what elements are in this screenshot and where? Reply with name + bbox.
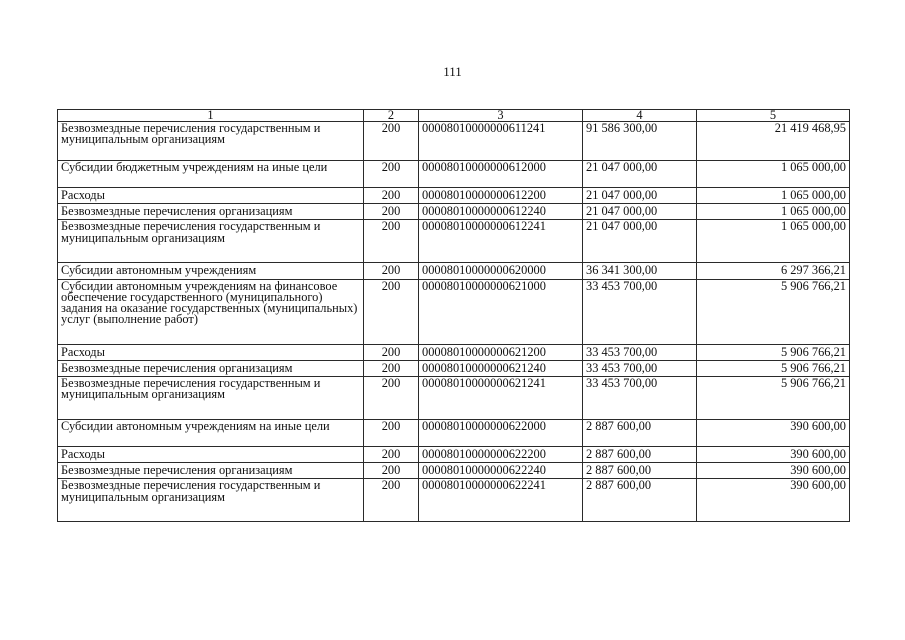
row-classification-cell: 00008010000000620000 [419, 263, 583, 279]
row-code-cell: 200 [364, 377, 419, 420]
column-header: 4 [583, 110, 697, 122]
row-executed-amount-cell: 5 906 766,21 [697, 377, 850, 420]
row-name-cell: Субсидии автономным учреждениям на иные цели [58, 420, 364, 447]
row-code-cell: 200 [364, 204, 419, 220]
row-name-cell: Безвозмездные перечисления организациям [58, 463, 364, 479]
table-row [58, 279, 850, 344]
table-row [58, 360, 850, 376]
row-name-cell: Безвозмездные перечисления организациям [58, 204, 364, 220]
table-row [58, 420, 850, 447]
row-executed-amount-cell: 5 906 766,21 [697, 344, 850, 360]
row-code-cell: 200 [364, 188, 419, 204]
row-approved-amount-cell: 2 887 600,00 [583, 420, 697, 447]
row-code-cell: 200 [364, 263, 419, 279]
row-executed-amount-cell: 21 419 468,95 [697, 122, 850, 161]
row-approved-amount-cell: 21 047 000,00 [583, 188, 697, 204]
row-classification-cell: 00008010000000612241 [419, 220, 583, 263]
row-classification-cell: 00008010000000611241 [419, 122, 583, 161]
row-executed-amount-cell: 390 600,00 [697, 479, 850, 522]
row-classification-cell: 00008010000000622200 [419, 447, 583, 463]
row-classification-cell: 00008010000000621240 [419, 360, 583, 376]
row-name-cell: Безвозмездные перечисления государственным и муниципальным организациям [58, 122, 364, 161]
row-classification-cell: 00008010000000621000 [419, 279, 583, 344]
table-row [58, 447, 850, 463]
row-executed-amount-cell: 5 906 766,21 [697, 279, 850, 344]
row-approved-amount-cell: 36 341 300,00 [583, 263, 697, 279]
row-code-cell: 200 [364, 344, 419, 360]
row-classification-cell: 00008010000000612200 [419, 188, 583, 204]
row-approved-amount-cell: 21 047 000,00 [583, 161, 697, 188]
table-header-row [58, 110, 850, 122]
table-row [58, 188, 850, 204]
row-executed-amount-cell: 6 297 366,21 [697, 263, 850, 279]
row-classification-cell: 00008010000000621241 [419, 377, 583, 420]
table-row [58, 263, 850, 279]
row-name-cell: Субсидии бюджетным учреждениям на иные цели [58, 161, 364, 188]
row-approved-amount-cell: 21 047 000,00 [583, 220, 697, 263]
column-header: 5 [697, 110, 850, 122]
row-name-cell: Расходы [58, 188, 364, 204]
row-approved-amount-cell: 2 887 600,00 [583, 463, 697, 479]
row-approved-amount-cell: 2 887 600,00 [583, 447, 697, 463]
row-code-cell: 200 [364, 220, 419, 263]
row-code-cell: 200 [364, 360, 419, 376]
row-classification-cell: 00008010000000622241 [419, 479, 583, 522]
row-code-cell: 200 [364, 479, 419, 522]
row-code-cell: 200 [364, 122, 419, 161]
row-code-cell: 200 [364, 463, 419, 479]
row-classification-cell: 00008010000000612240 [419, 204, 583, 220]
table-row [58, 344, 850, 360]
table-row [58, 463, 850, 479]
row-name-cell: Субсидии автономным учреждениям на финансовое обеспечение государственного (муниципального) задания на оказание государственных (муниципальных) услуг (выполнение работ) [58, 279, 364, 344]
row-code-cell: 200 [364, 447, 419, 463]
row-name-cell: Безвозмездные перечисления государственным и муниципальным организациям [58, 220, 364, 263]
row-approved-amount-cell: 33 453 700,00 [583, 344, 697, 360]
row-approved-amount-cell: 33 453 700,00 [583, 279, 697, 344]
column-header: 2 [364, 110, 419, 122]
row-classification-cell: 00008010000000622240 [419, 463, 583, 479]
row-name-cell: Безвозмездные перечисления организациям [58, 360, 364, 376]
row-approved-amount-cell: 2 887 600,00 [583, 479, 697, 522]
row-executed-amount-cell: 1 065 000,00 [697, 204, 850, 220]
table-row [58, 479, 850, 522]
row-executed-amount-cell: 390 600,00 [697, 420, 850, 447]
row-approved-amount-cell: 33 453 700,00 [583, 360, 697, 376]
row-executed-amount-cell: 390 600,00 [697, 463, 850, 479]
column-header: 3 [419, 110, 583, 122]
row-name-cell: Расходы [58, 344, 364, 360]
row-approved-amount-cell: 33 453 700,00 [583, 377, 697, 420]
table-row [58, 122, 850, 161]
row-name-cell: Расходы [58, 447, 364, 463]
row-name-cell: Безвозмездные перечисления государственным и муниципальным организациям [58, 479, 364, 522]
row-classification-cell: 00008010000000622000 [419, 420, 583, 447]
table-row [58, 161, 850, 188]
row-executed-amount-cell: 1 065 000,00 [697, 161, 850, 188]
row-name-cell: Субсидии автономным учреждениям [58, 263, 364, 279]
budget-table [57, 109, 850, 522]
row-approved-amount-cell: 91 586 300,00 [583, 122, 697, 161]
row-classification-cell: 00008010000000621200 [419, 344, 583, 360]
page-number: 111 [443, 64, 462, 79]
row-code-cell: 200 [364, 420, 419, 447]
row-code-cell: 200 [364, 279, 419, 344]
row-executed-amount-cell: 5 906 766,21 [697, 360, 850, 376]
row-code-cell: 200 [364, 161, 419, 188]
row-executed-amount-cell: 1 065 000,00 [697, 188, 850, 204]
row-executed-amount-cell: 1 065 000,00 [697, 220, 850, 263]
column-header: 1 [58, 110, 364, 122]
row-classification-cell: 00008010000000612000 [419, 161, 583, 188]
table-row [58, 204, 850, 220]
row-executed-amount-cell: 390 600,00 [697, 447, 850, 463]
table-row [58, 220, 850, 263]
row-name-cell: Безвозмездные перечисления государственным и муниципальным организациям [58, 377, 364, 420]
row-approved-amount-cell: 21 047 000,00 [583, 204, 697, 220]
table-row [58, 377, 850, 420]
